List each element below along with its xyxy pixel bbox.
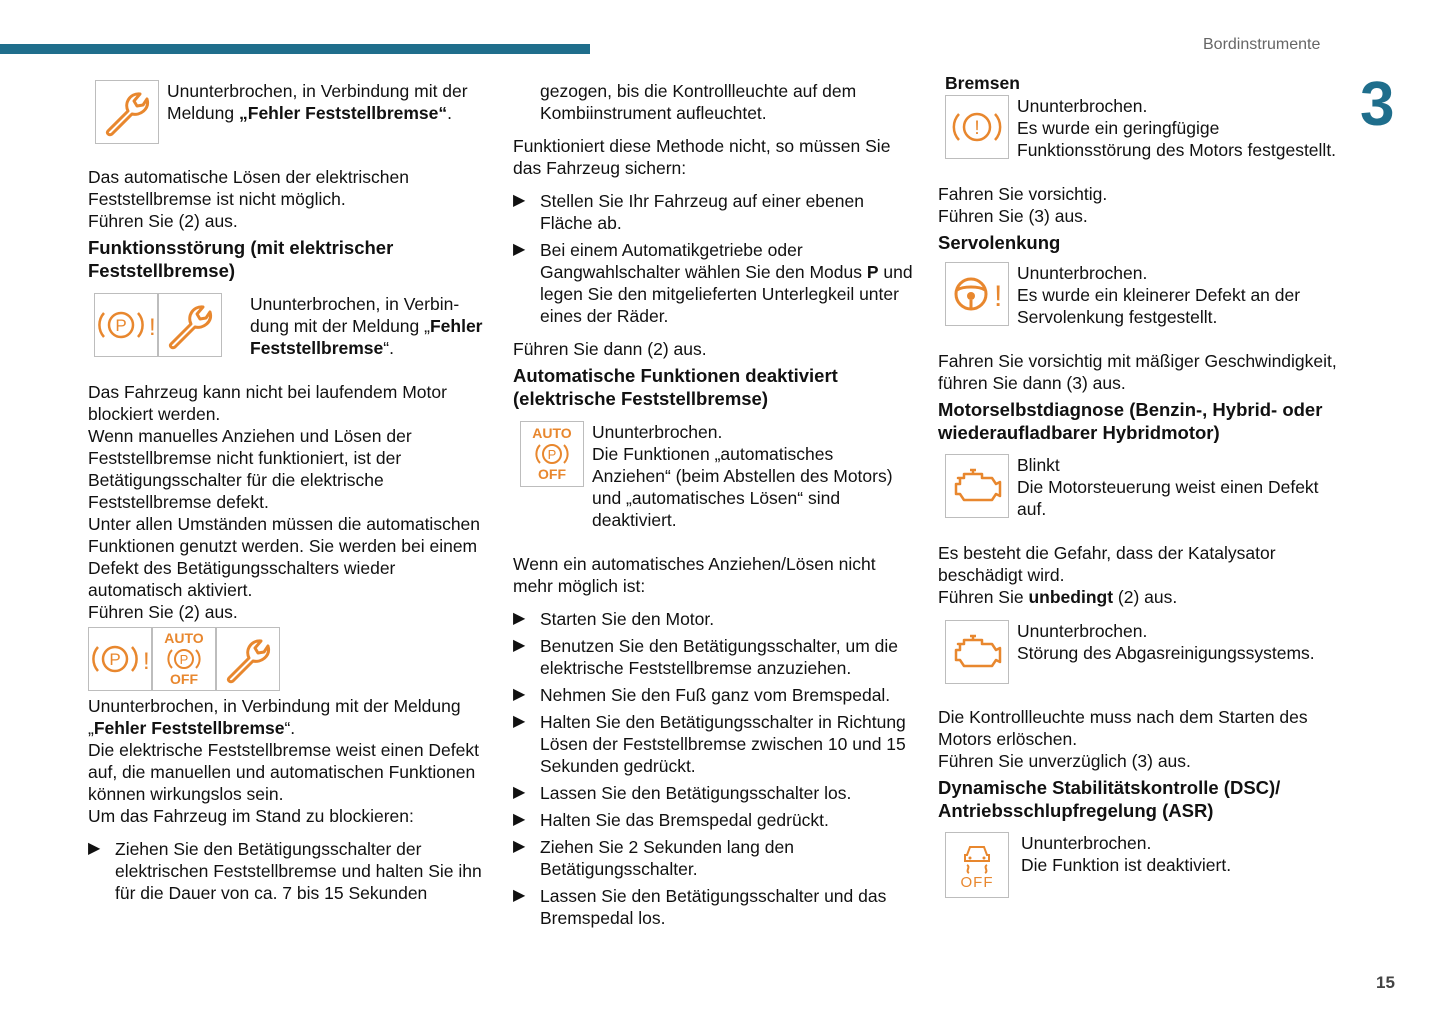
paragraph: Wenn ein automatisches Anziehen/Lösen nicht mehr möglich ist: [513,554,876,596]
header-accent-bar [0,44,590,54]
parking-brake-fault-icon [94,293,158,357]
wrench-icon [216,627,280,691]
paragraph: Um das Fahrzeug im Stand zu blockieren: [88,806,414,826]
heading: Automatische Funktionen deaktiviert (elektrische Feststellbremse) [513,365,838,409]
list-item: ▶ Lassen Sie den Betätigungsschalter und das Bremspedal los. [513,885,913,929]
svg-text:P: P [115,316,127,335]
row-text: Ununterbrochen, in Verbin-dung mit der Meldung „Fehler Feststellbremse“. [250,294,483,358]
paragraph: Es besteht die Gefahr, dass der Katalysator beschädigt wird. [938,543,1276,585]
paragraph: Funktioniert diese Methode nicht, so müssen Sie das Fahrzeug sichern: [513,136,891,178]
engine-icon [945,620,1009,684]
warning-row [945,95,1338,161]
svg-text:!: ! [149,314,156,341]
paragraph: Führen Sie unverzüglich (3) aus. [938,751,1191,771]
warning-row [95,80,483,144]
list-item: ▶ Nehmen Sie den Fuß ganz vom Bremspedal. [513,684,913,706]
warning-row [945,262,1338,328]
svg-text:!: ! [143,648,150,675]
warning-row [520,421,913,531]
page-number: 15 [1376,973,1395,992]
bullet-list [513,190,913,327]
wrench-icon [95,80,159,144]
column-3 [938,68,1338,898]
parking-brake-fault-icon [88,627,152,691]
heading: Bremsen [945,73,1020,93]
paragraph: Führen Sie (2) aus. [88,602,238,622]
svg-text:!: ! [974,118,980,139]
paragraph: Führen Sie unbedingt (2) aus. [938,587,1178,607]
list-item: ▶ Halten Sie das Bremspedal gedrückt. [513,809,913,831]
auto-off-icon: AUTO P OFF [520,421,584,487]
list-item: ▶ Halten Sie den Betätigungsschalter in Richtung Lösen der Feststellbremse zwischen 10 und 15 Sekunden gedrückt. [513,711,913,777]
svg-text:P: P [109,650,121,669]
list-item: ▶ Bei einem Automatikgetriebe oder Gangwahlschalter wählen Sie den Modus P und legen Sie den mitgelieferten Unterlegkeil unter eines der Räder. [513,239,913,327]
steering-warning-icon [945,262,1009,326]
paragraph: Fahren Sie vorsichtig. [938,184,1108,204]
paragraph: gezogen, bis die Kontrollleuchte auf dem Kombiinstrument aufleuchtet. [540,81,857,123]
list-item: ▶ Ziehen Sie den Betätigungsschalter der elektrischen Feststellbremse und halten Sie ihn für die Dauer von ca. 7 bis 15 Sekunden [88,838,483,904]
svg-text:P: P [547,447,557,462]
paragraph: Das automatische Lösen der elektrischen Feststellbremse ist nicht möglich. [88,167,410,209]
paragraph: Das Fahrzeug kann nicht bei laufendem Motor blockiert werden. [88,382,447,424]
warning-row [945,832,1338,898]
row-text: Ununterbrochen. Es wurde ein geringfügige Funktionsstörung des Motors festgestellt. [1017,96,1337,160]
warning-row [88,627,483,691]
row-text: Ununterbrochen. Die Funktionen „automatisches Anziehen“ (beim Abstellen des Motors) und „automatisches Lösen“ sind deaktiviert. [592,422,893,530]
row-text: Ununterbrochen, in Verbindung mit der Meldung „Fehler Feststellbremse“. [167,81,468,123]
paragraph: Die Kontrollleuchte muss nach dem Starten des Motors erlöschen. [938,707,1308,749]
paragraph: Ununterbrochen, in Verbindung mit der Meldung „Fehler Feststellbremse“. [88,696,461,738]
list-item: ▶ Lassen Sie den Betätigungsschalter los. [513,782,913,804]
paragraph: Wenn manuelles Anziehen und Lösen der Feststellbremse nicht funktioniert, ist der Betätigungsschalter für die elektrische Feststellbremse defekt. [88,426,412,512]
warning-row [94,293,483,359]
list-item: ▶ Stellen Sie Ihr Fahrzeug auf einer ebenen Fläche ab. [513,190,913,234]
brake-warning-icon [945,95,1009,159]
heading: Funktionsstörung (mit elektrischer Feststellbremse) [88,237,394,281]
paragraph: Führen Sie (3) aus. [938,206,1088,226]
section-title: Bordinstrumente [1203,36,1321,53]
warning-row [945,454,1338,520]
paragraph: Unter allen Umständen müssen die automatischen Funktionen genutzt werden. Sie werden bei einem Defekt des Betätigungsschalters wieder automatisch aktiviert. [88,514,481,600]
column-1 [88,80,483,909]
dsc-off-icon: OFF [945,832,1009,898]
paragraph: Führen Sie (2) aus. [88,211,238,231]
chapter-number: 3 [1360,70,1395,139]
bullet-list [513,608,913,929]
list-item: ▶ Benutzen Sie den Betätigungsschalter, um die elektrische Feststellbremse anzuziehen. [513,635,913,679]
row-text: Ununterbrochen. Die Funktion ist deaktiviert. [1021,833,1232,875]
svg-text:P: P [179,652,189,667]
svg-text:!: ! [994,280,1003,313]
list-item: ▶ Ziehen Sie 2 Sekunden lang den Betätigungsschalter. [513,836,913,880]
paragraph: Führen Sie dann (2) aus. [513,339,707,359]
heading: Servolenkung [938,232,1061,253]
column-2 [513,80,913,934]
row-text: Blinkt Die Motorsteuerung weist einen Defekt auf. [1017,455,1319,519]
paragraph: Fahren Sie vorsichtig mit mäßiger Geschwindigkeit, führen Sie dann (3) aus. [938,351,1337,393]
auto-off-icon: AUTO P OFF [152,627,216,691]
row-text: Ununterbrochen. Störung des Abgasreinigungssystems. [1017,621,1315,663]
list-item: ▶ Starten Sie den Motor. [513,608,913,630]
heading: Dynamische Stabilitätskontrolle (DSC)/ Antriebsschlupfregelung (ASR) [938,777,1281,821]
wrench-icon [158,293,222,357]
engine-icon [945,454,1009,518]
heading: Motorselbstdiagnose (Benzin-, Hybrid- oder wiederaufladbarer Hybridmotor) [938,399,1323,443]
paragraph: Die elektrische Feststellbremse weist einen Defekt auf, die manuellen und automatischen Funktionen können wirkungslos sein. [88,740,479,804]
bullet-list [88,838,483,904]
row-text: Ununterbrochen. Es wurde ein kleinerer Defekt an der Servolenkung festgestellt. [1017,263,1301,327]
warning-row [945,620,1338,684]
